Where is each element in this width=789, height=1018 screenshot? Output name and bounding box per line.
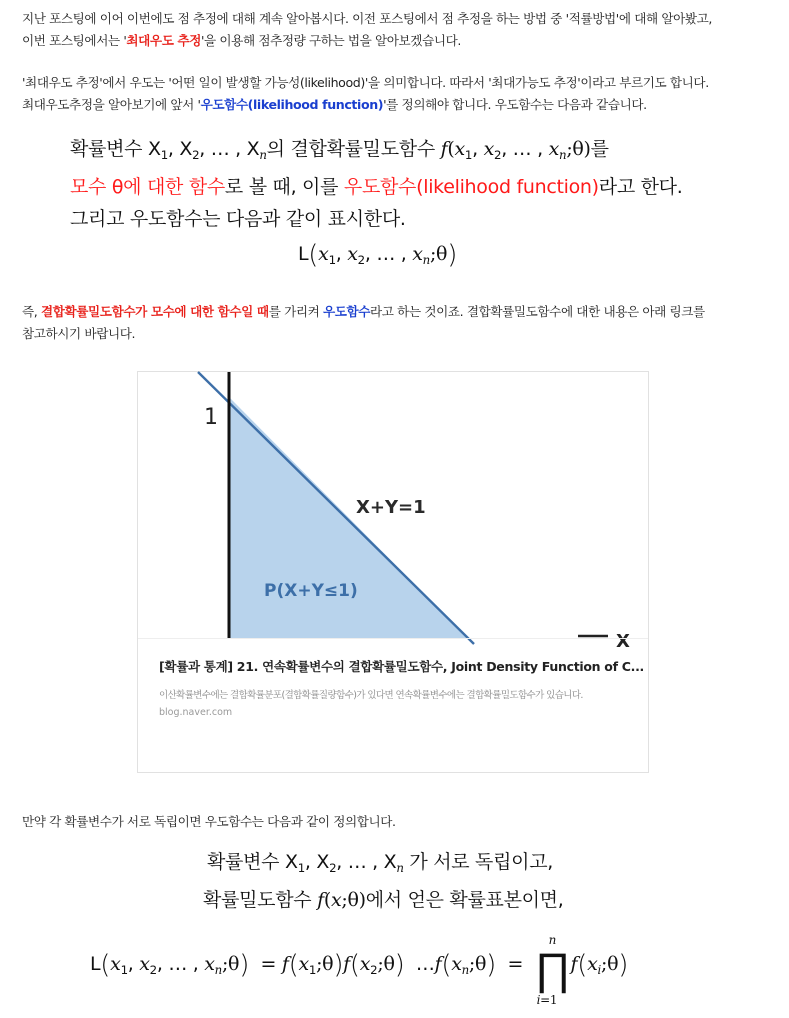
line-label: X+Y=1 <box>356 497 426 518</box>
card-info <box>138 638 648 773</box>
intro-paragraph <box>22 8 772 52</box>
summary-emphasis-red: 결합확률밀도함수가 모수에 대한 함수일 때 <box>40 304 269 319</box>
card-description: 이산확률변수에는 결합확률분포(결합확률질량함수)가 있다면 연속확률변수에는 결합확률밀도함수가 있습니다. <box>159 690 583 701</box>
independence-line-1: 확률변수 $X_1$, $X_2$, … , $X_n$ 가 서로 독립이고, <box>207 851 554 875</box>
definition-line-1: 확률변수 $X_1$, $X_2$, … , $X_n$의 결합확률밀도함수 $f(x_1$, $x_2$, … , $x_n;\theta$)를 <box>70 138 609 162</box>
tick-label-one: 1 <box>204 405 218 430</box>
definition-line-3: 그리고 우도함수는 다음과 같이 표시한다. <box>70 208 406 230</box>
intro-emphasis: 최대우도 추정 <box>126 33 201 48</box>
intro-line-2: 이번 포스팅에서는 '최대우도 추정'을 이용해 점추정량 구하는 법을 알아보겠습니다. <box>22 33 461 48</box>
intro-line-1: 지난 포스팅에 이어 이번에도 점 추정에 대해 계속 알아봅시다. 이전 포스팅에서 점 추정을 하는 방법 중 '적률방법'에 대해 알아봤고, <box>22 11 712 26</box>
x-axis-label: X <box>616 631 630 652</box>
summary-line-2: 참고하시기 바랍니다. <box>22 326 136 341</box>
likelihood-notation: $L(x_1$, $x_2$, … , $x_n;\theta$) <box>298 240 458 270</box>
region-label: P(X+Y≤1) <box>264 581 358 601</box>
likelihood-paragraph <box>22 72 772 116</box>
independence-line-2: 확률밀도함수 f(x;θ)에서 얻은 확률표본이면, <box>203 889 564 911</box>
summary-paragraph <box>22 301 772 345</box>
card-title[interactable]: [확률과 통계] 21. 연속확률변수의 결합확률밀도함수, Joint Density Function of C... <box>159 659 644 674</box>
link-preview-card[interactable] <box>137 371 649 773</box>
likelihood-line-2: 최대우도추정을 알아보기에 앞서 '우도함수(likelihood function)'를 정의해야 합니다. 우도함수는 다음과 같습니다. <box>22 97 647 112</box>
product-formula: $L(x_1$, $x_2$, … , $x_n;\theta$) = $f(x_1;\theta)f(x_2;\theta)$ $\dots f(x_n;\theta)$ = ∏ n i=1 $f(x_i;\theta)$ <box>90 933 629 1007</box>
summary-line-1: 즉, 결합확률밀도함수가 모수에 대한 함수일 때를 가리켜 우도함수라고 하는 것이죠. 결합확률밀도함수에 대한 내용은 아래 링크를 <box>22 304 705 319</box>
product-symbol: ∏ n i=1 <box>534 933 571 1007</box>
likelihood-emphasis: 우도함수(likelihood function) <box>200 97 384 112</box>
definition-line-2: 모수 θ에 대한 함수로 볼 때, 이를 우도함수(likelihood function)라고 한다. <box>70 176 683 198</box>
summary-emphasis-blue: 우도함수 <box>322 304 371 319</box>
card-url: blog.naver.com <box>159 707 233 718</box>
likelihood-line-1: '최대우도 추정'에서 우도는 '어떤 일이 발생할 가능성(likelihood)'을 의미합니다. 따라서 '최대가능도 추정'이라고 부르기도 합니다. <box>22 75 709 90</box>
independence-paragraph: 만약 각 확률변수가 서로 독립이면 우도함수는 다음과 같이 정의합니다. <box>22 814 396 829</box>
card-thumbnail <box>138 372 648 652</box>
